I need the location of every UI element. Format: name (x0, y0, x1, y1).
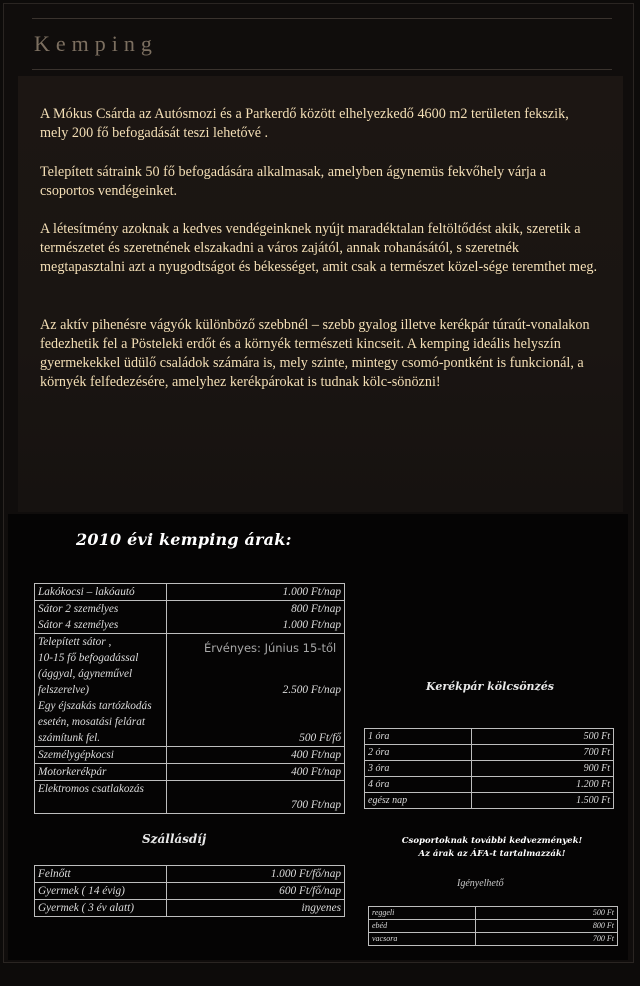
row-label: reggeli (369, 907, 476, 920)
table-row (365, 793, 614, 809)
row-label: Gyermek ( 14 évig) (35, 883, 167, 900)
row-price: 800 Ft/nap (291, 603, 341, 615)
camping-price-table (34, 583, 345, 814)
row-price: 400 Ft/nap (291, 766, 341, 778)
table-row (365, 761, 614, 777)
row-label: Lakókocsi – lakóautó (35, 584, 167, 601)
group-discount-note (378, 835, 606, 861)
row-label: 10-15 fő befogadással (38, 652, 139, 664)
row-price: 800 Ft (476, 920, 618, 933)
row-price: 500 Ft (476, 907, 618, 920)
page-title: Kemping (34, 31, 158, 56)
row-price: ingyenes (167, 900, 345, 917)
row-price: 1.500 Ft (472, 793, 614, 809)
row-price: 500 Ft (472, 729, 614, 745)
on-request-label: Igényelhető (457, 878, 504, 889)
heading-box (32, 18, 612, 70)
row-label: számítunk fel. (38, 732, 101, 744)
table-row (35, 764, 345, 781)
validity-note: Érvényes: Június 15-től (204, 641, 337, 655)
row-label: Egy éjszakás tartózkodás (38, 700, 152, 712)
row-price: 2.500 Ft/nap (282, 684, 341, 696)
table-row (35, 781, 345, 814)
row-label: felszerelve) (38, 684, 90, 696)
row-price: 700 Ft (476, 933, 618, 946)
row-label: Személygépkocsi (38, 749, 114, 761)
table-row (35, 866, 345, 883)
row-price: 600 Ft/fő/nap (167, 883, 345, 900)
table-row (369, 933, 618, 946)
table-row (35, 747, 345, 764)
intro-paragraph-1: A Mókus Csárda az Autósmozi és a Parkerdő között elhelyezkedő 4600 m2 területen fekszik, mely 200 fő befogadását teszi lehetővé . (40, 106, 569, 141)
row-price: 900 Ft (472, 761, 614, 777)
table-row (35, 601, 345, 634)
table-row (35, 584, 345, 601)
bike-rental-title: Kerékpár kölcsönzés (426, 680, 554, 693)
row-label: Elektromos csatlakozás (38, 783, 144, 795)
intro-paragraph-2: Telepített sátraink 50 fő befogadására alkalmasak, amelyben ágynemüs fekvőhely várja a csoportos vendégeinket. (40, 164, 547, 199)
price-list-title: 2010 évi kemping árak: (76, 530, 292, 549)
meals-table (368, 906, 618, 946)
table-row (365, 729, 614, 745)
group-discount-line: Csoportoknak további kedvezmények! (401, 836, 583, 846)
row-price: 400 Ft/nap (291, 749, 341, 761)
row-label: Felnőtt (35, 866, 167, 883)
row-label: Gyermek ( 3 év alatt) (35, 900, 167, 917)
row-price: 1.200 Ft (472, 777, 614, 793)
intro-panel (18, 76, 623, 512)
row-label: 1 óra (365, 729, 472, 745)
row-label: esetén, mosatási felárat (38, 716, 145, 728)
row-price: 500 Ft/fő (299, 732, 341, 744)
row-price: 700 Ft/nap (291, 799, 341, 811)
vat-included-line: Az árak az ÁFA-t tartalmazzák! (418, 849, 566, 859)
intro-paragraph-3: A létesítmény azoknak a kedves vendégeinknek nyújt maradéktalan feltöltődést akik, szeretik a természetet és szeretnének elszakadni a város zajától, annak rohanásától, s szeretnék megtapasztalni azt a nyugodtságot és békességet, amit csak a természet közel-sége teremthet meg. (40, 221, 598, 275)
row-label: Sátor 2 személyes (38, 603, 119, 615)
row-label: 2 óra (365, 745, 472, 761)
row-label: 3 óra (365, 761, 472, 777)
row-label: 4 óra (365, 777, 472, 793)
table-row (369, 907, 618, 920)
row-label: vacsora (369, 933, 476, 946)
lodging-table (34, 865, 345, 917)
row-label: ebéd (369, 920, 476, 933)
row-price: 700 Ft (472, 745, 614, 761)
table-row (365, 777, 614, 793)
row-price: 1.000 Ft/nap (282, 619, 341, 631)
intro-paragraph-4: Az aktív pihenésre vágyók különböző szebbnél – szebb gyalog illetve kerékpár túraút-vonalakon fedezhetik fel a Pösteleki erdőt és a környék természeti kincseit. A kemping ideális helyszín gyermekekkel üdülő családok számára is, mely szinte, mintegy csomó-pontként is funkcionál, a környék felfedezésére, amelyhez kerékpárokat is tudnak kölc-sönözni! (40, 317, 590, 390)
table-row (35, 900, 345, 917)
price-list-image (8, 514, 628, 960)
row-price: 1.000 Ft/fő/nap (167, 866, 345, 883)
row-price: 1.000 Ft/nap (167, 584, 345, 601)
table-row (365, 745, 614, 761)
row-label: Motorkerékpár (38, 766, 107, 778)
row-label: egész nap (365, 793, 472, 809)
row-label: Telepített sátor , (38, 636, 112, 648)
row-label: (ággyal, ágyneművel (38, 668, 133, 680)
row-label: Sátor 4 személyes (38, 619, 119, 631)
lodging-title: Szállásdíj (142, 832, 207, 846)
bike-rental-table (364, 728, 614, 809)
table-row (369, 920, 618, 933)
table-row (35, 883, 345, 900)
